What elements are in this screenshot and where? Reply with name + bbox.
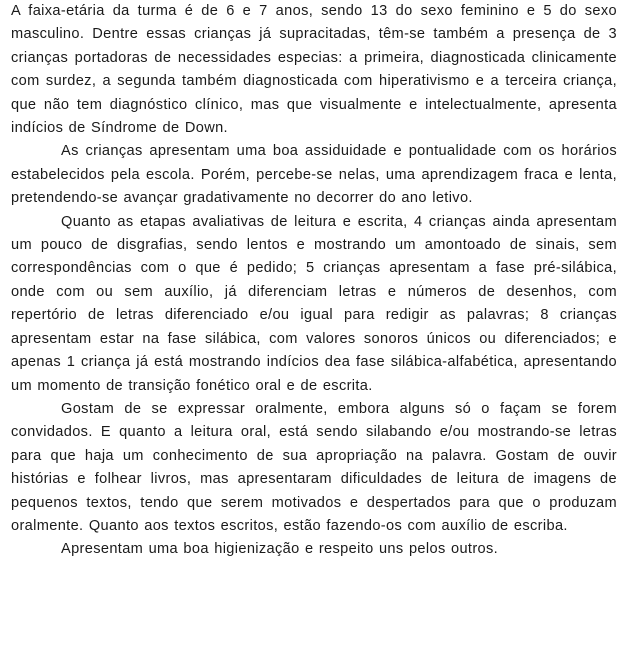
paragraph-attendance: As crianças apresentam uma boa assiduidade e pontualidade com os horários estabelecidos pela escola. Porém, percebe-se nelas, uma aprendizagem fraca e lenta, pretendendo-se avançar gradativamente no decorrer do ano letivo. [11, 143, 617, 207]
paragraph-reading-writing-stages: Quanto as etapas avaliativas de leitura e escrita, 4 crianças ainda apresentam um pouco de disgrafias, sendo lentos e mostrando um amontoado de sinais, sem correspondências com o que é pedido; 5 crianças apresentam a fase pré-silábica, onde com ou sem auxílio, já diferenciam letras e números de desenhos, com repertório de letras diferenciado e/ou igual para redigir as palavras; 8 crianças apresentam estar na fase silábica, com valores sonoros únicos ou diferenciados; e apenas 1 criança já está mostrando indícios dea fase silábica-alfabética, apresentando um momento de transição fonético oral e de escrita. [11, 213, 617, 394]
paragraph-hygiene-respect: Apresentam uma boa higienização e respeito uns pelos outros. [61, 541, 499, 558]
paragraph-oral-expression: Gostam de se expressar oralmente, embora alguns só o façam se forem convidados. E quanto a leitura oral, está sendo silabando e/ou mostrando-se letras para que haja um conhecimento de sua apropriação na palavra. Gostam de ouvir histórias e folhear livros, mas apresentaram dificuldades de leitura de imagens de pequenos textos, tendo que serem motivados e despertados para que o produzam oralmente. Quanto aos textos escritos, estão fazendo-os com auxílio de escriba. [11, 400, 617, 534]
document-body [11, 0, 617, 562]
paragraph-age-and-special-needs: A faixa-etária da turma é de 6 e 7 anos, sendo 13 do sexo feminino e 5 do sexo masculino. Dentre essas crianças já supracitadas, têm-se também a presença de 3 crianças portadoras de necessidades especias: a primeira, diagnosticada clinicamente com surdez, a segunda também diagnosticada com hiperativismo e a terceira criança, que não tem diagnóstico clínico, mas que visualmente e intelectualmente, apresenta indícios de Síndrome de Down. [11, 3, 617, 137]
